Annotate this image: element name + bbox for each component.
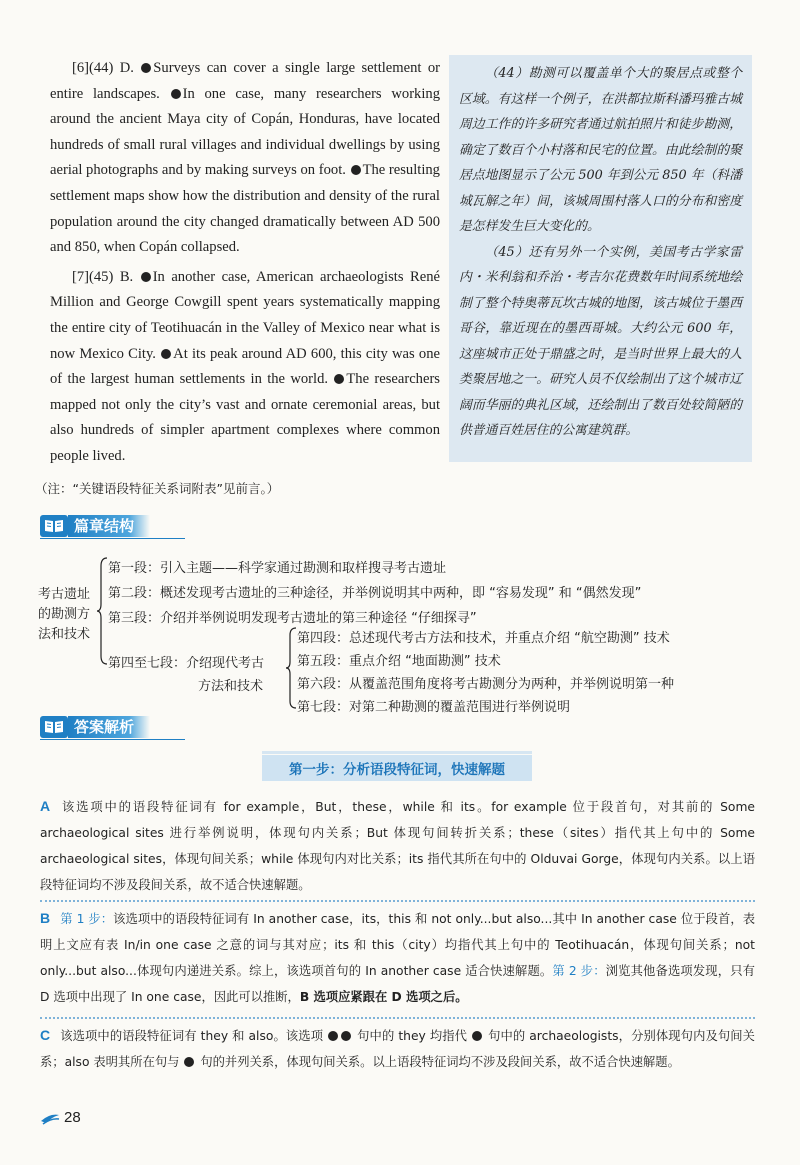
option-b-analysis — [40, 905, 755, 1010]
structure-title: 篇章结构 — [68, 515, 150, 537]
option-b-text-2: 浏览其他备选项发现，只有 D 选项中出现了 In one case，因此可以推断， — [40, 964, 755, 1004]
option-c-text-3: 句中的 archaeologists，分别体现句内及句间关系；also 表明其所在句与 — [40, 1029, 755, 1069]
circled-number-1-icon — [472, 1031, 482, 1041]
option-c-text-1: 该选项中的语段特征词有 they 和 also。该选项 — [60, 1029, 324, 1043]
paragraph-6 — [50, 56, 440, 261]
tree-para-3: 第三段：介绍并举例说明发现考古遗址的第三种途径 “仔细探寻” — [108, 611, 477, 626]
p7-sentence-3: The researchers mapped not only the city’s vast and ornate ceremonial areas, but also hundreds of simpler apartment complexes where common people lived. — [50, 371, 440, 464]
structure-header — [40, 515, 150, 537]
analysis-header — [40, 716, 150, 738]
option-b-text-1: 该选项中的语段特征词有 In another case，its，this 和 not only...but also...其中 In another case 位于段首，表明上文应有表 In/in one case 之意的词与其对应；its 和 this（city）均指代其上句中的 Teotihuacán，体现句间关系；not only...but also...体现句内递进关系。综上，该选项首句的 In another case 适合快速解题。 — [40, 912, 755, 978]
page-number: 28 — [64, 1109, 81, 1126]
step-banner: 第一步：分析语段特征词，快速解题 — [262, 755, 532, 781]
p6-sentence-3: The resulting settlement maps show how the distribution and density of the rural population around the city changed dramatically between AD 500 and 850, when Copán collapsed. — [50, 162, 440, 256]
book-icon — [40, 716, 68, 738]
option-letter: C — [40, 1027, 51, 1043]
p7-sentence-1: In another case, American archaeologists René Million and George Cowgill spent years systematically mapping the entire city of Teotihuacán in the Valley of Mexico near what is now Mexico City. — [50, 268, 440, 362]
option-a-analysis — [40, 793, 755, 898]
circled-number-1-icon — [141, 63, 151, 73]
circled-number-2-icon — [161, 349, 171, 359]
circled-number-3-icon — [351, 165, 361, 175]
dotted-divider — [40, 1017, 755, 1019]
english-passage — [50, 56, 440, 474]
note: （注：“关键语段特征关系词附表”见前言。） — [35, 481, 280, 496]
book-icon — [40, 515, 68, 537]
option-letter: B — [40, 910, 51, 926]
circled-number-2-icon — [341, 1031, 351, 1041]
translation-panel — [449, 55, 752, 462]
dotted-divider — [40, 900, 755, 902]
tree-para-4-7-line2: 方法和技术 — [198, 679, 264, 694]
circled-number-1-icon — [328, 1031, 338, 1041]
option-a-text: 该选项中的语段特征词有 for example，But，these，while 和 its。for example 位于段首句，对其前的 Some archaeological sites 进行举例说明，体现句内关系；But 体现句间转折关系；these（sites）指代其上句中的 Some archaeological sites，体现句间关系；while 体现句内对比关系；its 指代其所在句中的 Olduvai Gorge，体现句内关系。以上语段特征词均不涉及段间关系，故不适合快速解题。 — [40, 800, 755, 892]
p6-sentence-2: In one case, many researchers working around the ancient Maya city of Copán, Honduras, have located hundreds of small rural villages and individual dwellings by using aerial photographs and by making surveys on foot. — [50, 85, 441, 179]
option-c-analysis — [40, 1022, 755, 1075]
page-mark-icon — [40, 1111, 60, 1125]
tree-root-line2: 的勘测方 — [38, 607, 91, 622]
tree-para-6: 第六段：从覆盖范围角度将考古勘测分为两种，并举例说明第一种 — [297, 677, 675, 692]
tree-para-7: 第七段：对第二种勘测的覆盖范围进行举例说明 — [297, 700, 571, 715]
option-letter: A — [40, 798, 51, 814]
option-b-conclusion: B 选项应紧跟在 D 选项之后。 — [299, 990, 468, 1004]
paragraph-6-ref: [6](44) D. — [72, 60, 134, 76]
translation-44: （44）勘测可以覆盖单个大的聚居点或整个区域。有这样一个例子，在洪都拉斯科潘玛雅古城周边工作的许多研究者通过航拍照片和徒步勘测，确定了数百个小村落和民宅的位置。由此绘制的聚居点地图显示了公元 500 年到公元 850 年（科潘城瓦解之年）间，该城周围村落人口的分布和密度是怎样发生巨大变化的。 — [459, 66, 742, 234]
brace-icon — [96, 556, 108, 666]
circled-number-2-icon — [171, 89, 181, 99]
tree-root-line3: 法和技术 — [38, 627, 91, 642]
paragraph-7 — [50, 265, 440, 470]
tree-para-1: 第一段：引入主题——科学家通过勘测和取样搜寻考古遗址 — [108, 561, 447, 576]
step-2-label: 第 2 步： — [552, 964, 606, 978]
page-footer — [40, 1109, 81, 1126]
divider — [40, 538, 185, 539]
option-c-text-4: 句的并列关系，体现句间关系。以上语段特征词均不涉及段间关系，故不适合快速解题。 — [200, 1055, 680, 1069]
analysis-title: 答案解析 — [68, 716, 150, 738]
circled-number-1-icon — [184, 1057, 194, 1067]
paragraph-7-ref: [7](45) B. — [72, 268, 134, 285]
tree-root-line1: 考古遗址 — [38, 587, 91, 602]
tree-para-5: 第五段：重点介绍 “地面勘测” 技术 — [297, 654, 501, 669]
option-c-text-2: 句中的 they 均指代 — [357, 1029, 468, 1043]
tree-para-4: 第四段：总述现代考古方法和技术，并重点介绍 “航空勘测” 技术 — [297, 631, 670, 646]
p6-sentence-1: Surveys can cover a single large settlement or entire landscapes. — [50, 60, 440, 102]
p7-sentence-2: At its peak around AD 600, this city was one of the largest human settlements in the world. — [50, 345, 440, 388]
translation-45: （45）还有另外一个实例，美国考古学家雷内・米利翁和乔治・考吉尔花费数年时间系统地绘制了整个特奥蒂瓦坎古城的地图，该古城位于墨西哥谷，靠近现在的墨西哥城。大约公元 600 年，这座城市正处于鼎盛之时，是当时世界上最大的人类聚居地之一。研究人员不仅绘制出了这个城市辽阔而华丽的典礼区域，还绘制出了数百处较简陋的供普通百姓居住的公寓建筑群。 — [459, 244, 742, 438]
brace-icon — [285, 626, 297, 710]
divider — [40, 739, 185, 740]
circled-number-3-icon — [334, 374, 344, 384]
circled-number-1-icon — [141, 272, 151, 282]
tree-para-4-7-line1: 第四至七段：介绍现代考古 — [108, 656, 265, 671]
tree-para-2: 第二段：概述发现考古遗址的三种途径，并举例说明其中两种，即 “容易发现” 和 “偶然发现” — [108, 586, 642, 601]
step-1-label: 第 1 步： — [60, 912, 114, 926]
